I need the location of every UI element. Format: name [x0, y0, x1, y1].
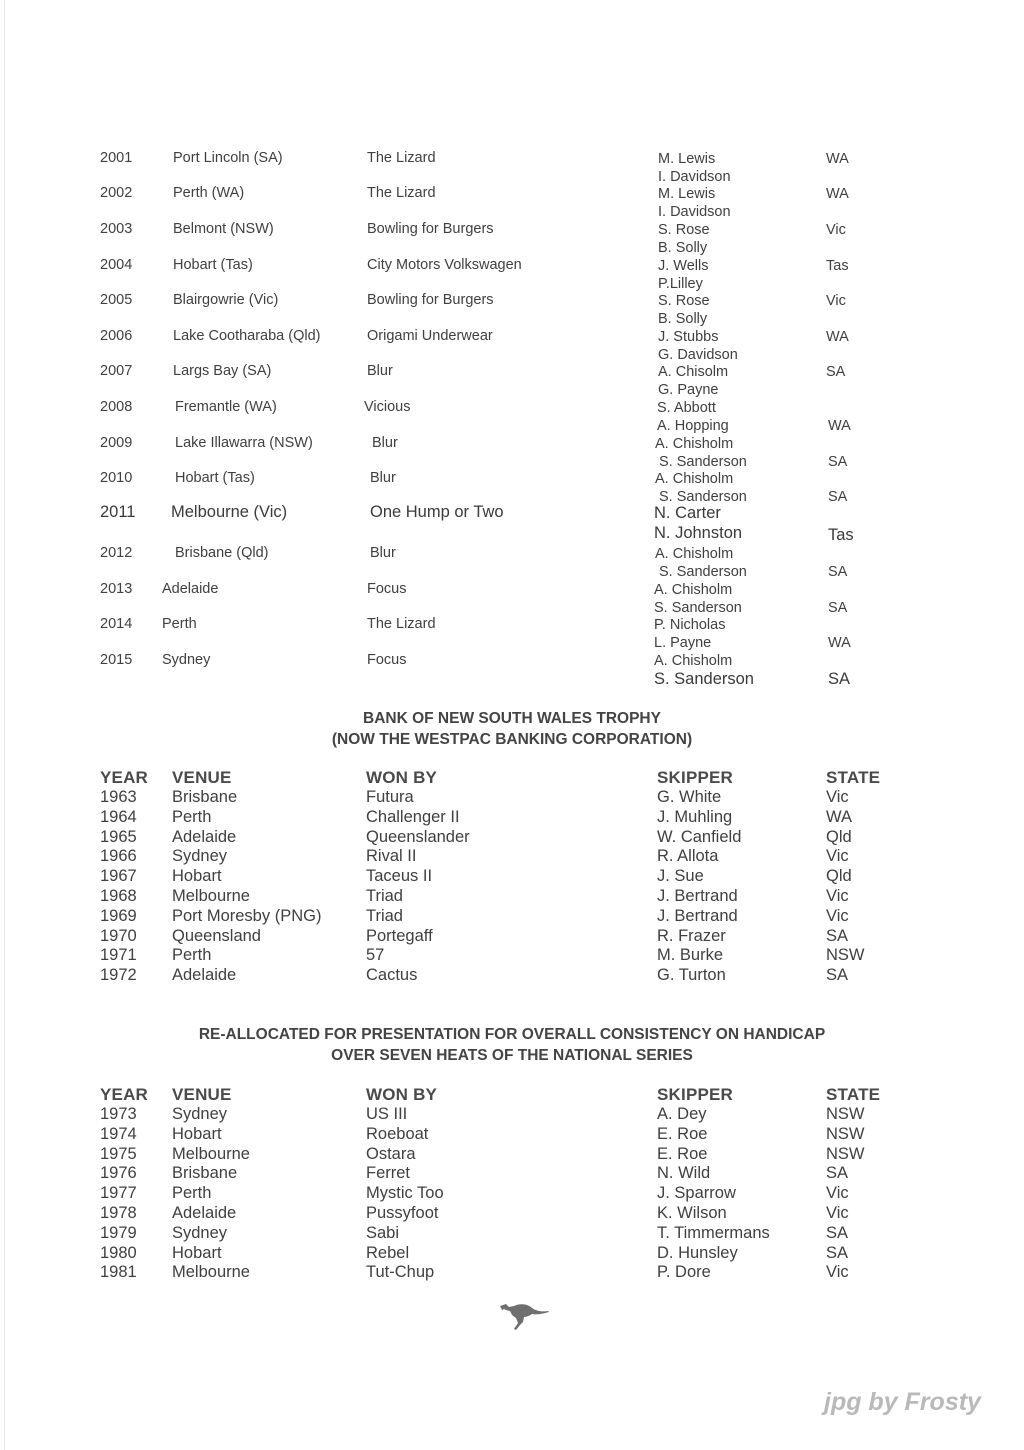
row-year: 2014: [100, 616, 133, 632]
row-year: 1971: [100, 946, 137, 965]
row-won-by: Queenslander: [366, 827, 470, 846]
row-won-by: City Motors Volkswagen: [367, 257, 522, 273]
column-header-state: STATE: [826, 768, 881, 787]
row-year: 1976: [100, 1164, 137, 1183]
row-year: 2010: [100, 470, 133, 486]
row-skipper-1: M. Lewis: [658, 151, 716, 167]
row-venue: Largs Bay (SA): [173, 363, 272, 379]
row-venue: Sydney: [172, 847, 228, 866]
row-year: 2004: [100, 257, 133, 273]
row-year: 1978: [100, 1204, 137, 1222]
row-state: WA: [828, 635, 851, 651]
row-state: SA: [826, 1223, 849, 1242]
row-venue: Sydney: [172, 1105, 228, 1123]
row-venue: Hobart: [172, 1124, 222, 1143]
row-year: 1965: [100, 827, 137, 846]
row-skipper-2: L. Payne: [654, 635, 712, 651]
row-skipper: J. Muhling: [657, 807, 733, 826]
row-state: SA: [828, 489, 848, 505]
row-venue: Hobart (Tas): [175, 470, 255, 486]
row-state: WA: [828, 418, 851, 434]
row-year: 1974: [100, 1124, 137, 1143]
row-venue: Brisbane: [172, 1164, 238, 1183]
row-skipper-1: A. Chisholm: [654, 582, 733, 598]
row-won-by: Sabi: [366, 1223, 400, 1242]
row-won-by: Cactus: [366, 966, 418, 985]
row-venue: Brisbane: [172, 788, 238, 806]
row-skipper: R. Frazer: [657, 926, 726, 945]
row-venue: Adelaide: [172, 1204, 237, 1222]
row-year: 1975: [100, 1144, 137, 1163]
row-venue: Brisbane (Qld): [175, 545, 269, 561]
row-skipper: J. Sue: [657, 867, 704, 886]
row-won-by: 57: [366, 946, 385, 965]
row-year: 2003: [100, 221, 133, 237]
row-venue: Sydney: [162, 652, 211, 668]
row-venue: Perth: [172, 946, 212, 965]
row-state: NSW: [826, 1144, 865, 1163]
row-skipper-1: S. Abbott: [657, 400, 716, 416]
row-won-by: Bowling for Burgers: [367, 292, 494, 308]
row-skipper-1: S. Rose: [658, 293, 710, 309]
row-skipper: J. Sparrow: [657, 1184, 736, 1203]
row-won-by: Blur: [367, 363, 393, 379]
row-state: Tas: [826, 258, 849, 274]
row-won-by: One Hump or Two: [370, 503, 504, 521]
row-skipper-2: I. Davidson: [658, 169, 731, 185]
row-state: SA: [826, 966, 849, 985]
kangaroo-icon: [496, 1298, 552, 1334]
row-venue: Perth: [172, 1184, 212, 1203]
row-state: SA: [828, 600, 848, 616]
row-venue: Hobart: [172, 1243, 222, 1262]
row-won-by: Triad: [366, 906, 403, 925]
row-skipper: R. Allota: [657, 847, 719, 866]
row-skipper: J. Bertrand: [657, 887, 738, 905]
row-skipper-2: B. Solly: [658, 311, 708, 327]
row-skipper-1: A. Chisholm: [654, 653, 733, 669]
row-skipper-2: A. Hopping: [657, 418, 729, 434]
row-skipper-1: J. Wells: [658, 258, 709, 274]
row-year: 1979: [100, 1223, 137, 1242]
row-year: 1966: [100, 847, 137, 866]
row-venue: Perth: [162, 616, 197, 632]
row-state: Vic: [826, 222, 846, 238]
row-year: 1981: [100, 1263, 137, 1282]
row-skipper: T. Timmermans: [657, 1223, 770, 1242]
row-skipper-2: G. Davidson: [658, 347, 738, 363]
row-year: 1980: [100, 1243, 137, 1262]
row-skipper: A. Dey: [657, 1105, 707, 1123]
watermark-text: jpg by Frosty: [824, 1388, 981, 1416]
row-won-by: Taceus II: [366, 867, 433, 886]
row-venue: Port Lincoln (SA): [173, 150, 283, 166]
row-skipper-1: A. Chisolm: [658, 364, 729, 380]
column-header-venue: VENUE: [172, 768, 232, 787]
section-subtitle-reallocated: OVER SEVEN HEATS OF THE NATIONAL SERIES: [331, 1047, 693, 1064]
row-won-by: Blur: [372, 435, 398, 451]
row-state: SA: [828, 454, 848, 470]
row-state: Vic: [826, 906, 849, 925]
row-skipper-1: A. Chisholm: [655, 436, 734, 452]
row-skipper-1: N. Carter: [654, 504, 721, 522]
row-venue: Belmont (NSW): [173, 221, 274, 237]
row-skipper: G. White: [657, 788, 722, 806]
row-won-by: Mystic Too: [366, 1184, 444, 1203]
row-venue: Adelaide: [172, 966, 237, 985]
row-won-by: Ferret: [366, 1164, 411, 1183]
row-skipper: W. Canfield: [657, 827, 742, 846]
row-won-by: Blur: [370, 470, 396, 486]
row-state: SA: [826, 364, 846, 380]
row-won-by: Rebel: [366, 1243, 410, 1262]
row-skipper-2: S. Sanderson: [659, 454, 747, 470]
row-won-by: Blur: [370, 545, 396, 561]
row-state: NSW: [826, 946, 865, 965]
row-state: WA: [826, 186, 849, 202]
row-won-by: Roeboat: [366, 1124, 429, 1143]
row-year: 1973: [100, 1105, 137, 1123]
row-skipper-1: S. Rose: [658, 222, 710, 238]
row-year: 1968: [100, 887, 137, 905]
section-title-bank-nsw: BANK OF NEW SOUTH WALES TROPHY: [363, 710, 661, 727]
row-state: WA: [826, 151, 849, 167]
row-skipper-1: A. Chisholm: [655, 471, 734, 487]
row-state: Vic: [826, 847, 849, 866]
row-state: SA: [826, 1243, 849, 1262]
row-year: 1969: [100, 906, 137, 925]
row-won-by: The Lizard: [367, 185, 436, 201]
row-won-by: US III: [366, 1105, 408, 1123]
row-state: Vic: [826, 293, 846, 309]
section-title-reallocated: RE-ALLOCATED FOR PRESENTATION FOR OVERALL CONSISTENCY ON HANDICAP: [198, 1026, 826, 1043]
row-state: SA: [826, 1164, 849, 1183]
row-won-by: Challenger II: [366, 807, 460, 826]
row-state: Tas: [828, 526, 854, 544]
row-year: 1970: [100, 926, 137, 945]
row-state: SA: [826, 926, 849, 945]
row-year: 2008: [100, 399, 133, 415]
row-state: Qld: [826, 867, 852, 886]
row-venue: Hobart (Tas): [173, 257, 253, 273]
row-venue: Lake Illawarra (NSW): [175, 435, 313, 451]
row-skipper-2: P.Lilley: [658, 276, 703, 292]
row-skipper-2: S. Sanderson: [654, 600, 742, 616]
row-venue: Melbourne: [172, 1144, 250, 1163]
row-won-by: Focus: [367, 581, 407, 597]
row-venue: Hobart: [172, 867, 222, 886]
row-venue: Adelaide: [162, 581, 219, 597]
row-won-by: Vicious: [364, 399, 411, 415]
row-venue: Blairgowrie (Vic): [173, 292, 279, 308]
row-skipper: N. Wild: [657, 1164, 711, 1183]
row-state: SA: [828, 670, 851, 688]
row-year: 2009: [100, 435, 133, 451]
row-venue: Port Moresby (PNG): [172, 906, 322, 925]
row-skipper: D. Hunsley: [657, 1243, 738, 1262]
row-won-by: Triad: [366, 887, 403, 905]
row-venue: Fremantle (WA): [175, 399, 277, 415]
row-state: Vic: [826, 1204, 849, 1222]
row-year: 2007: [100, 363, 133, 379]
row-state: WA: [826, 807, 852, 826]
row-state: Vic: [826, 1184, 849, 1203]
column-header-won-by: WON BY: [366, 768, 438, 787]
row-skipper: J. Bertrand: [657, 906, 738, 925]
column-header-year: YEAR: [100, 768, 149, 787]
row-won-by: Rival II: [366, 847, 417, 866]
row-skipper-1: P. Nicholas: [654, 617, 726, 633]
row-skipper-2: N. Johnston: [654, 524, 743, 542]
row-skipper: E. Roe: [657, 1144, 708, 1163]
row-state: NSW: [826, 1124, 865, 1143]
row-year: 2006: [100, 328, 133, 344]
row-skipper: K. Wilson: [657, 1204, 727, 1222]
row-year: 2001: [100, 150, 133, 166]
row-won-by: Futura: [366, 788, 414, 806]
row-venue: Sydney: [172, 1223, 228, 1242]
row-year: 1964: [100, 807, 137, 826]
section-subtitle-bank-nsw: (NOW THE WESTPAC BANKING CORPORATION): [331, 731, 693, 748]
row-state: NSW: [826, 1105, 865, 1123]
row-skipper: P. Dore: [657, 1263, 711, 1282]
row-skipper-2: G. Payne: [658, 382, 719, 398]
row-year: 2012: [100, 545, 133, 561]
row-won-by: Tut-Chup: [366, 1263, 435, 1282]
row-state: Vic: [826, 1263, 849, 1282]
row-venue: Queensland: [172, 926, 261, 945]
row-year: 2015: [100, 652, 133, 668]
row-won-by: Pussyfoot: [366, 1204, 439, 1222]
row-skipper-2: S. Sanderson: [659, 564, 747, 580]
row-skipper: E. Roe: [657, 1124, 708, 1143]
row-skipper-2: B. Solly: [658, 240, 708, 256]
row-state: SA: [828, 564, 848, 580]
row-year: 2013: [100, 581, 133, 597]
column-header-year: YEAR: [100, 1085, 149, 1104]
column-header-skipper: SKIPPER: [657, 1085, 734, 1104]
row-venue: Melbourne: [172, 887, 250, 905]
row-skipper-1: M. Lewis: [658, 186, 716, 202]
row-state: Vic: [826, 887, 849, 905]
column-header-skipper: SKIPPER: [657, 768, 734, 787]
row-won-by: Focus: [367, 652, 407, 668]
row-skipper: M. Burke: [657, 946, 724, 965]
row-skipper-1: A. Chisholm: [655, 546, 734, 562]
row-skipper-2: S. Sanderson: [654, 670, 754, 688]
row-venue: Perth: [172, 807, 212, 826]
row-skipper-2: I. Davidson: [658, 204, 731, 220]
column-header-venue: VENUE: [172, 1085, 232, 1104]
row-year: 2005: [100, 292, 133, 308]
row-won-by: The Lizard: [367, 150, 436, 166]
column-header-won-by: WON BY: [366, 1085, 438, 1104]
column-header-state: STATE: [826, 1085, 881, 1104]
row-venue: Melbourne (Vic): [171, 503, 288, 521]
row-won-by: Portegaff: [366, 926, 433, 945]
row-year: 2011: [100, 503, 136, 521]
row-won-by: Ostara: [366, 1144, 416, 1163]
row-state: WA: [826, 329, 849, 345]
row-year: 1972: [100, 966, 137, 985]
row-venue: Adelaide: [172, 827, 237, 846]
row-year: 1967: [100, 867, 137, 886]
row-year: 1977: [100, 1184, 137, 1203]
row-skipper-1: J. Stubbs: [658, 329, 719, 345]
row-state: Qld: [826, 827, 852, 846]
row-skipper-2: S. Sanderson: [659, 489, 747, 505]
row-venue: Perth (WA): [173, 185, 245, 201]
row-year: 1963: [100, 788, 137, 806]
row-state: Vic: [826, 788, 849, 806]
row-won-by: Origami Underwear: [367, 328, 493, 344]
row-venue: Lake Cootharaba (Qld): [173, 328, 321, 344]
row-year: 2002: [100, 185, 133, 201]
row-won-by: Bowling for Burgers: [367, 221, 494, 237]
row-venue: Melbourne: [172, 1263, 250, 1282]
row-won-by: The Lizard: [367, 616, 436, 632]
row-skipper: G. Turton: [657, 966, 726, 985]
